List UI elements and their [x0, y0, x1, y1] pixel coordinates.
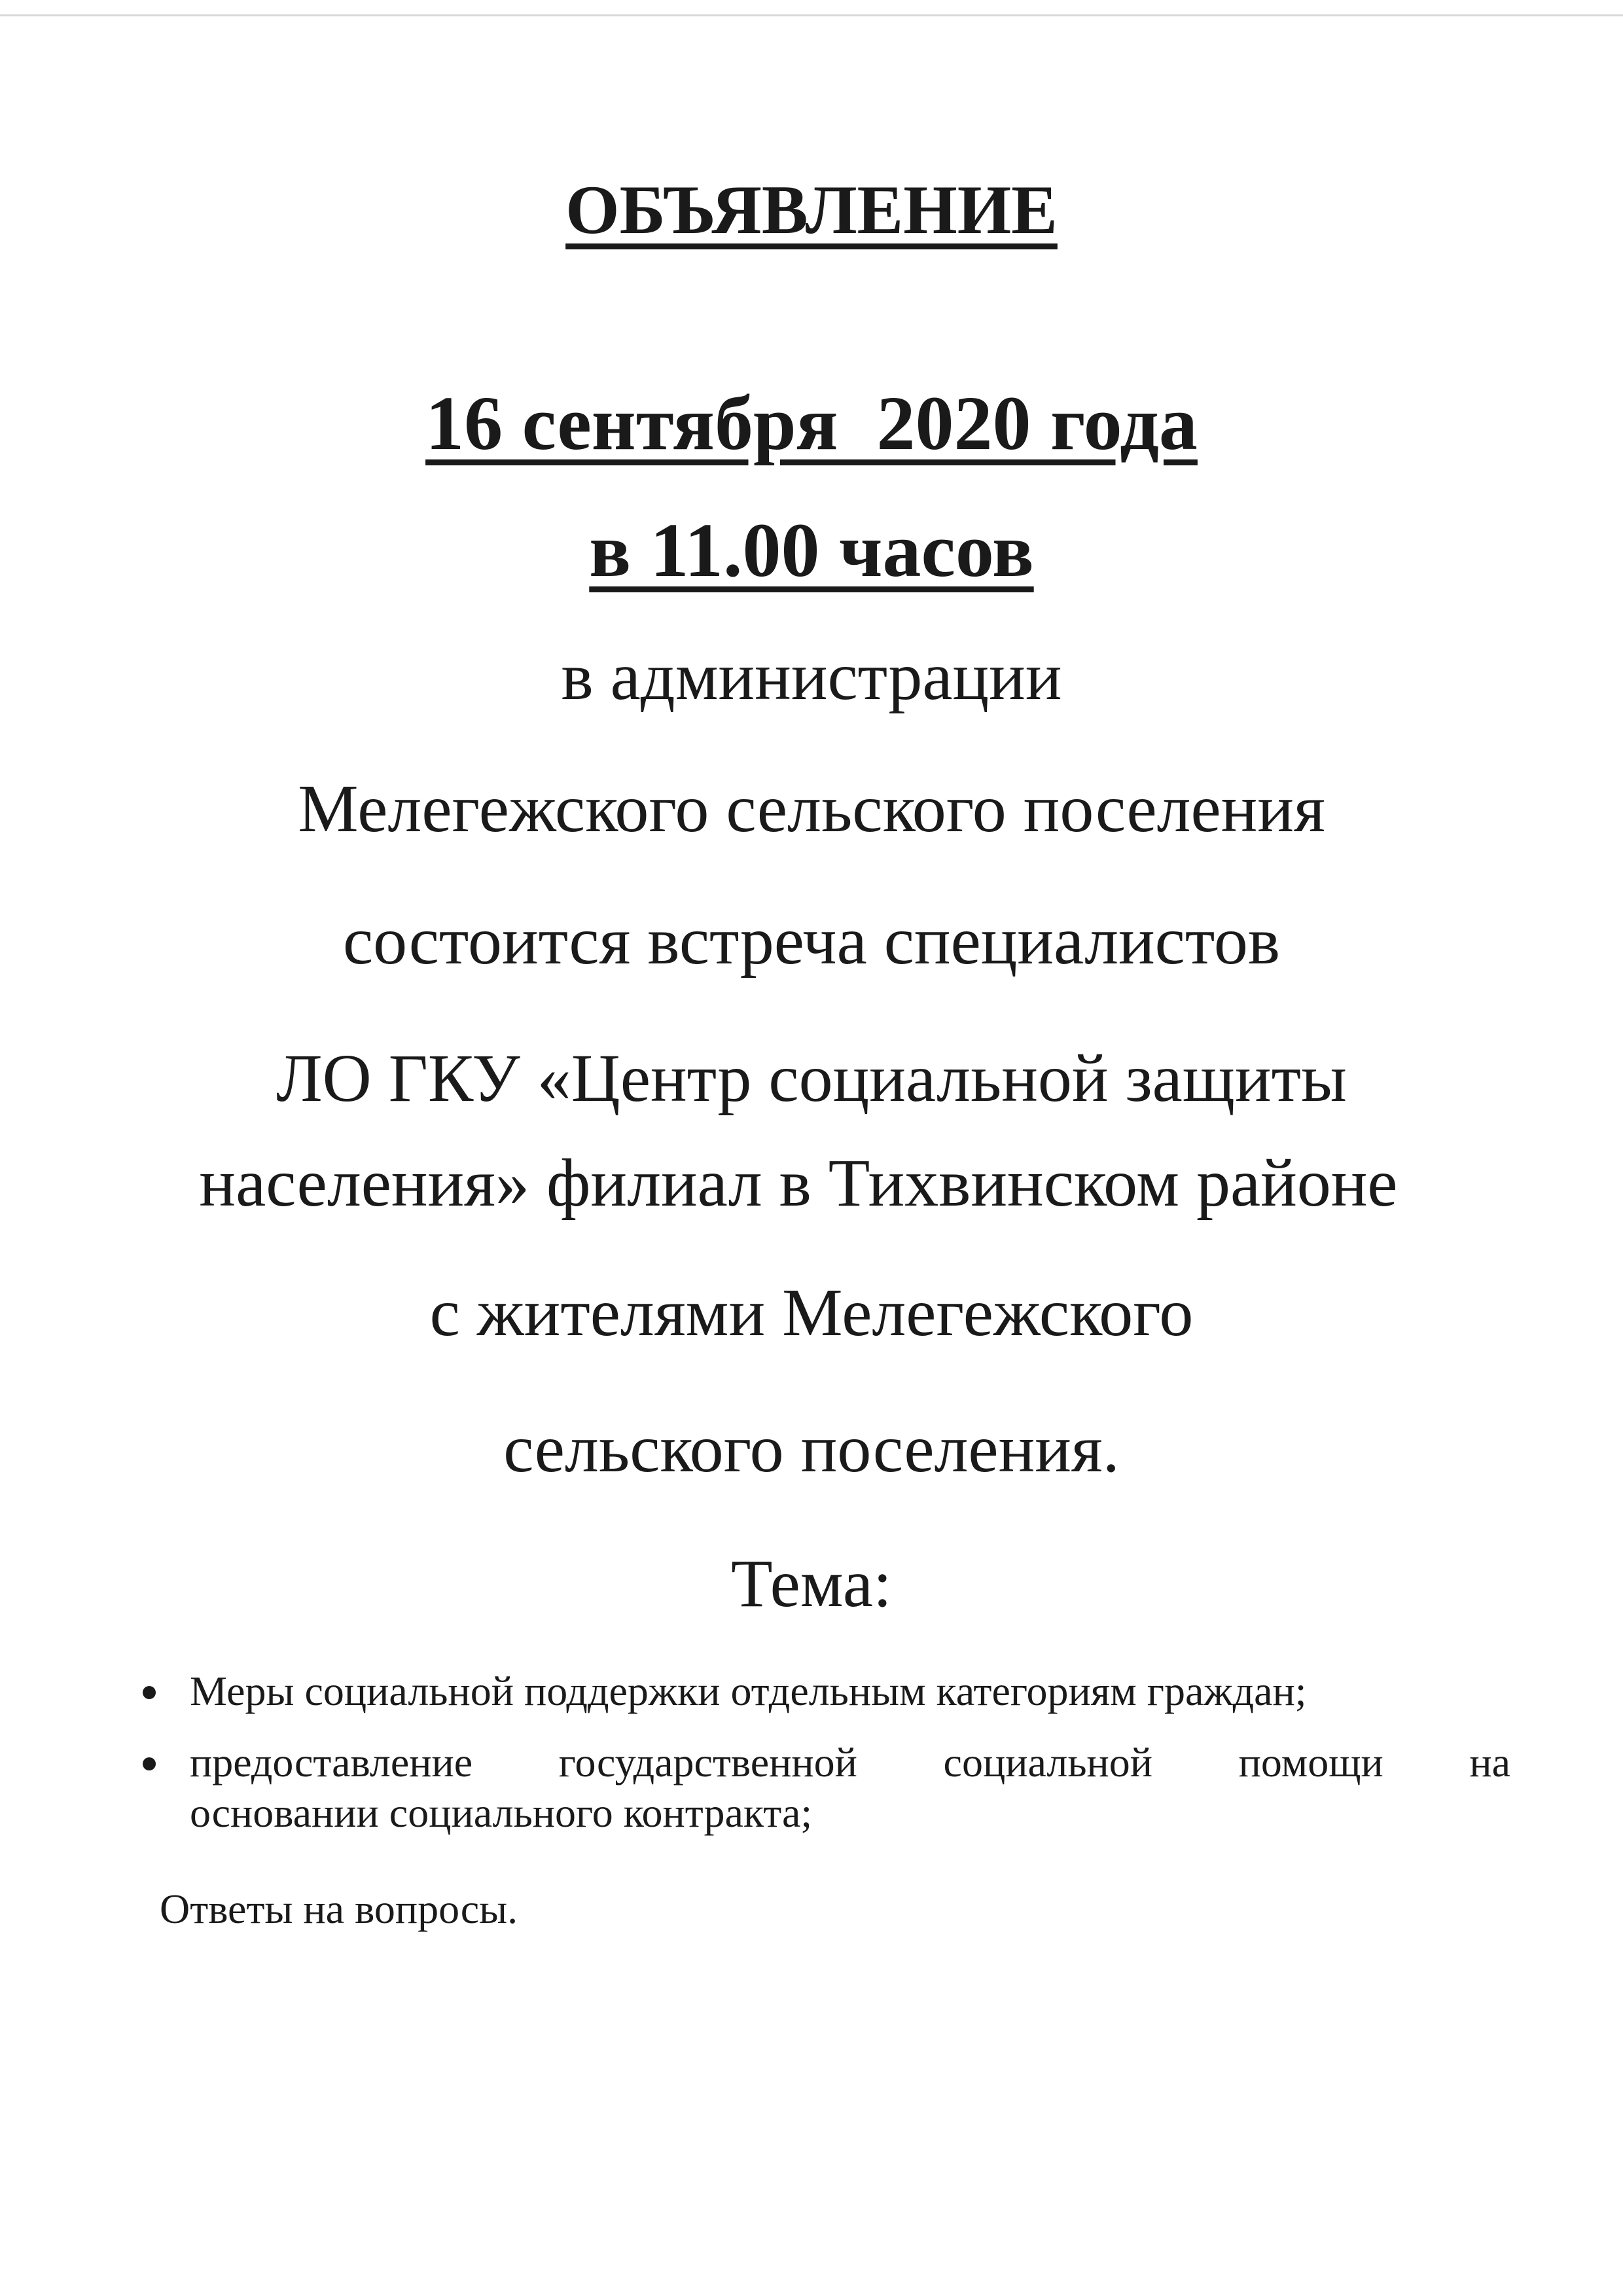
list-item-text: Меры социальной поддержки отдельным категориям граждан; [190, 1668, 1307, 1714]
event-date-text: 16 сентября 2020 года [425, 380, 1198, 466]
list-item-text-line-1: предоставление государственной социальной помощи на [190, 1738, 1510, 1785]
body-line-1: в администрации [561, 639, 1062, 714]
body-line-2: Мелегежского сельского поселения [298, 771, 1325, 846]
list-item [143, 1738, 1510, 1839]
announcement-title-text: ОБЪЯВЛЕНИЕ [565, 171, 1058, 248]
body-line-3: состоится встреча специалистов [342, 903, 1281, 978]
announcement-title [0, 171, 1623, 248]
list-item [143, 1666, 1510, 1717]
scan-edge-line [0, 14, 1623, 16]
topic-list [143, 1666, 1510, 1859]
event-time-text: в 11.00 часов [589, 507, 1034, 593]
body-line-7: сельского поселения. [503, 1411, 1120, 1486]
bullet-icon [143, 1757, 156, 1770]
closing-line: Ответы на вопросы. [160, 1886, 518, 1932]
event-time [0, 507, 1623, 593]
body-line-6: с жителями Мелегежского [429, 1275, 1194, 1350]
topic-heading: Тема: [731, 1546, 892, 1621]
body-line-4: ЛО ГКУ «Центр социальной защиты [276, 1041, 1347, 1116]
event-date [0, 380, 1623, 466]
list-item-text-line-2: основании социального контракта; [190, 1789, 813, 1836]
bullet-icon [143, 1686, 156, 1699]
body-line-5: населения» филиал в Тихвинском районе [199, 1145, 1398, 1221]
